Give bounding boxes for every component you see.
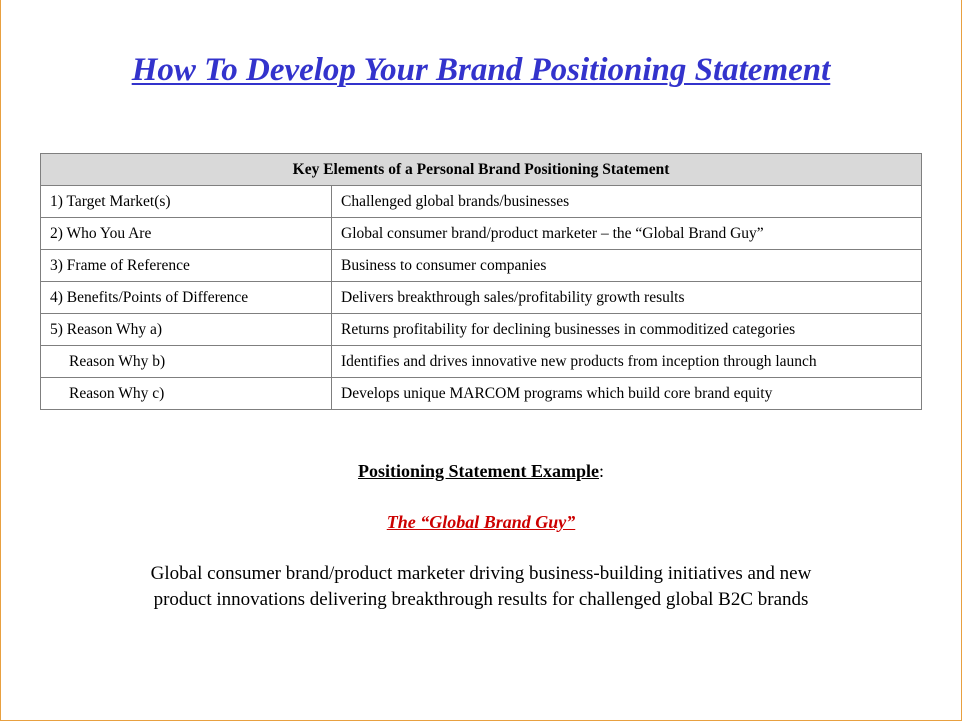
example-name [0, 510, 962, 534]
example-name-text: The “Global Brand Guy” [386, 512, 576, 532]
example-heading [0, 459, 962, 483]
table-row [41, 250, 922, 282]
element-value: Identifies and drives innovative new products from inception through launch [332, 346, 922, 378]
example-heading-text: Positioning Statement Example [357, 461, 599, 481]
element-label: 2) Who You Are [41, 218, 332, 250]
example-heading-colon: : [598, 461, 604, 481]
table-row [41, 218, 922, 250]
element-value: Delivers breakthrough sales/profitability growth results [332, 282, 922, 314]
page-title-text: How To Develop Your Brand Positioning Statement [131, 52, 831, 88]
page-title [0, 48, 962, 92]
element-label: 4) Benefits/Points of Difference [41, 282, 332, 314]
table-row [41, 282, 922, 314]
table-row [41, 186, 922, 218]
table-header-row [41, 154, 922, 186]
element-label: 1) Target Market(s) [41, 186, 332, 218]
example-statement-line-1: Global consumer brand/product marketer driving business-building initiatives and new [150, 563, 812, 584]
element-label: 3) Frame of Reference [41, 250, 332, 282]
table-row [41, 378, 922, 410]
table-row [41, 346, 922, 378]
element-value: Global consumer brand/product marketer – the “Global Brand Guy” [332, 218, 922, 250]
element-value: Returns profitability for declining businesses in commoditized categories [332, 314, 922, 346]
example-statement [0, 561, 962, 613]
element-value: Business to consumer companies [332, 250, 922, 282]
element-value: Challenged global brands/businesses [332, 186, 922, 218]
key-elements-table [40, 153, 922, 410]
element-value: Develops unique MARCOM programs which build core brand equity [332, 378, 922, 410]
table-row [41, 314, 922, 346]
element-label: Reason Why b) [41, 346, 332, 378]
table-header: Key Elements of a Personal Brand Positioning Statement [41, 154, 922, 186]
element-label: 5) Reason Why a) [41, 314, 332, 346]
element-label: Reason Why c) [41, 378, 332, 410]
example-statement-line-2: product innovations delivering breakthrough results for challenged global B2C brands [153, 589, 809, 610]
